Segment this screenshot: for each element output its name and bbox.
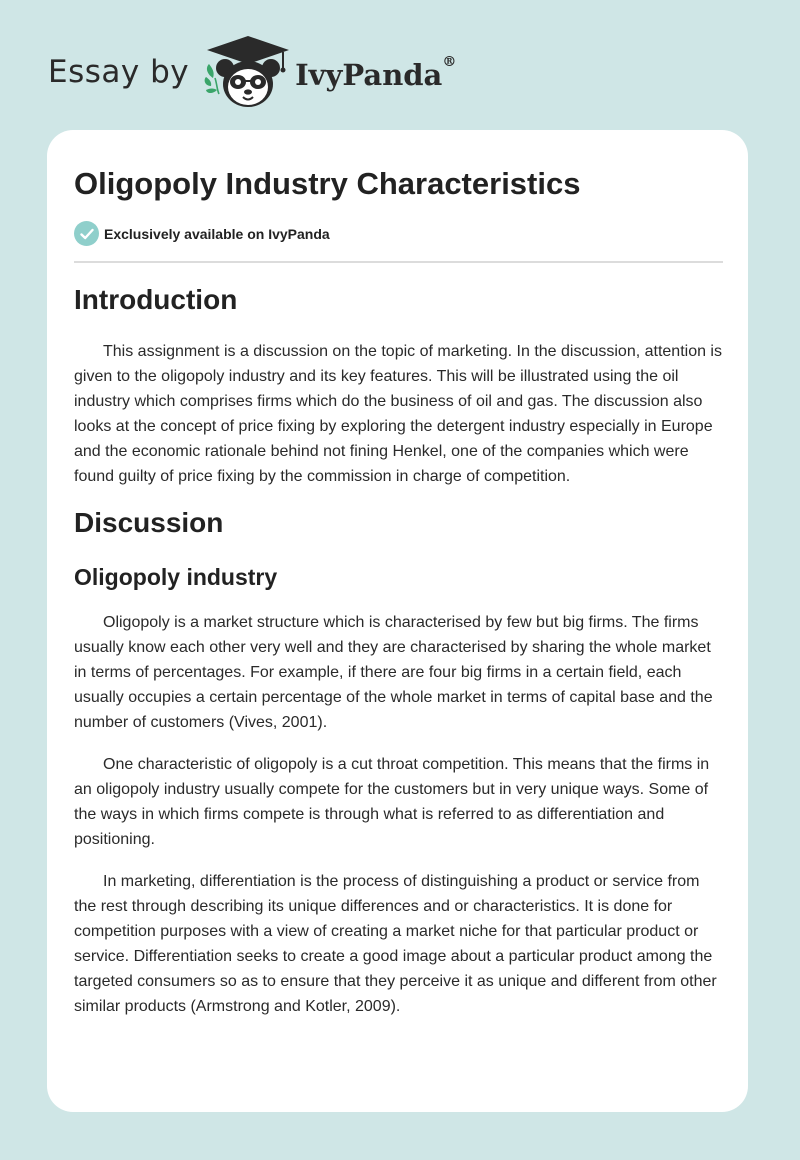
paragraph: This assignment is a discussion on the topic of marketing. In the discussion, attention is given to the oligopoly industry and its key features. This will be illustrated using the oil industry which comprises firms which do the business of oil and gas. The discussion also looks at the concept of price fixing by exploring the detergent industry especially in Europe and the economic rationale behind not fining Henkel, one of the companies which were found guilty of price fixing by the commission in charge of competition. [74, 343, 722, 485]
essay-card [47, 130, 748, 1112]
essay-by-label: Essay by [48, 54, 190, 90]
page-title: Oligopoly Industry Characteristics [74, 166, 581, 201]
brand-name[interactable] [295, 54, 457, 92]
section-heading-discussion: Discussion [74, 507, 224, 538]
registered-mark: ® [442, 54, 457, 70]
panda-graduate-icon [203, 34, 293, 114]
subsection-heading-oligopoly-industry: Oligopoly industry [74, 564, 278, 590]
paragraph: In marketing, differentiation is the process of distinguishing a product or service from the rest through describing its unique differences and or characteristics. It is done for competition purposes with a view of creating a market niche for that particular product or service. Differentiation seeks to create a good image about a particular product among the targeted consumers so as to ensure that they perceive it as unique and different from other similar products (Armstrong and Kotler, 2009). [74, 873, 717, 1015]
site-header [48, 34, 456, 114]
ivypanda-logo[interactable] [203, 34, 293, 114]
checkmark-icon [74, 221, 99, 246]
exclusive-badge [74, 221, 330, 246]
section-heading-introduction: Introduction [74, 284, 238, 315]
essay-body [74, 283, 723, 1036]
brand-name-text: IvyPanda [295, 58, 443, 92]
exclusive-badge-label: Exclusively available on IvyPanda [104, 225, 330, 242]
paragraph: One characteristic of oligopoly is a cut throat competition. This means that the firms in an oligopoly industry usually compete for the customers but in very unique ways. Some of the ways in which firms compete is through what is referred to as differentiation and positioning. [74, 756, 710, 848]
paragraph: Oligopoly is a market structure which is characterised by few but big firms. The firms usually know each other very well and they are characterised by sharing the whole market in terms of percentages. For example, if there are four big firms in a certain field, each usually occupies a certain percentage of the whole market in terms of capital base and the number of customers (Vives, 2001). [74, 614, 713, 731]
title-divider [74, 261, 723, 263]
